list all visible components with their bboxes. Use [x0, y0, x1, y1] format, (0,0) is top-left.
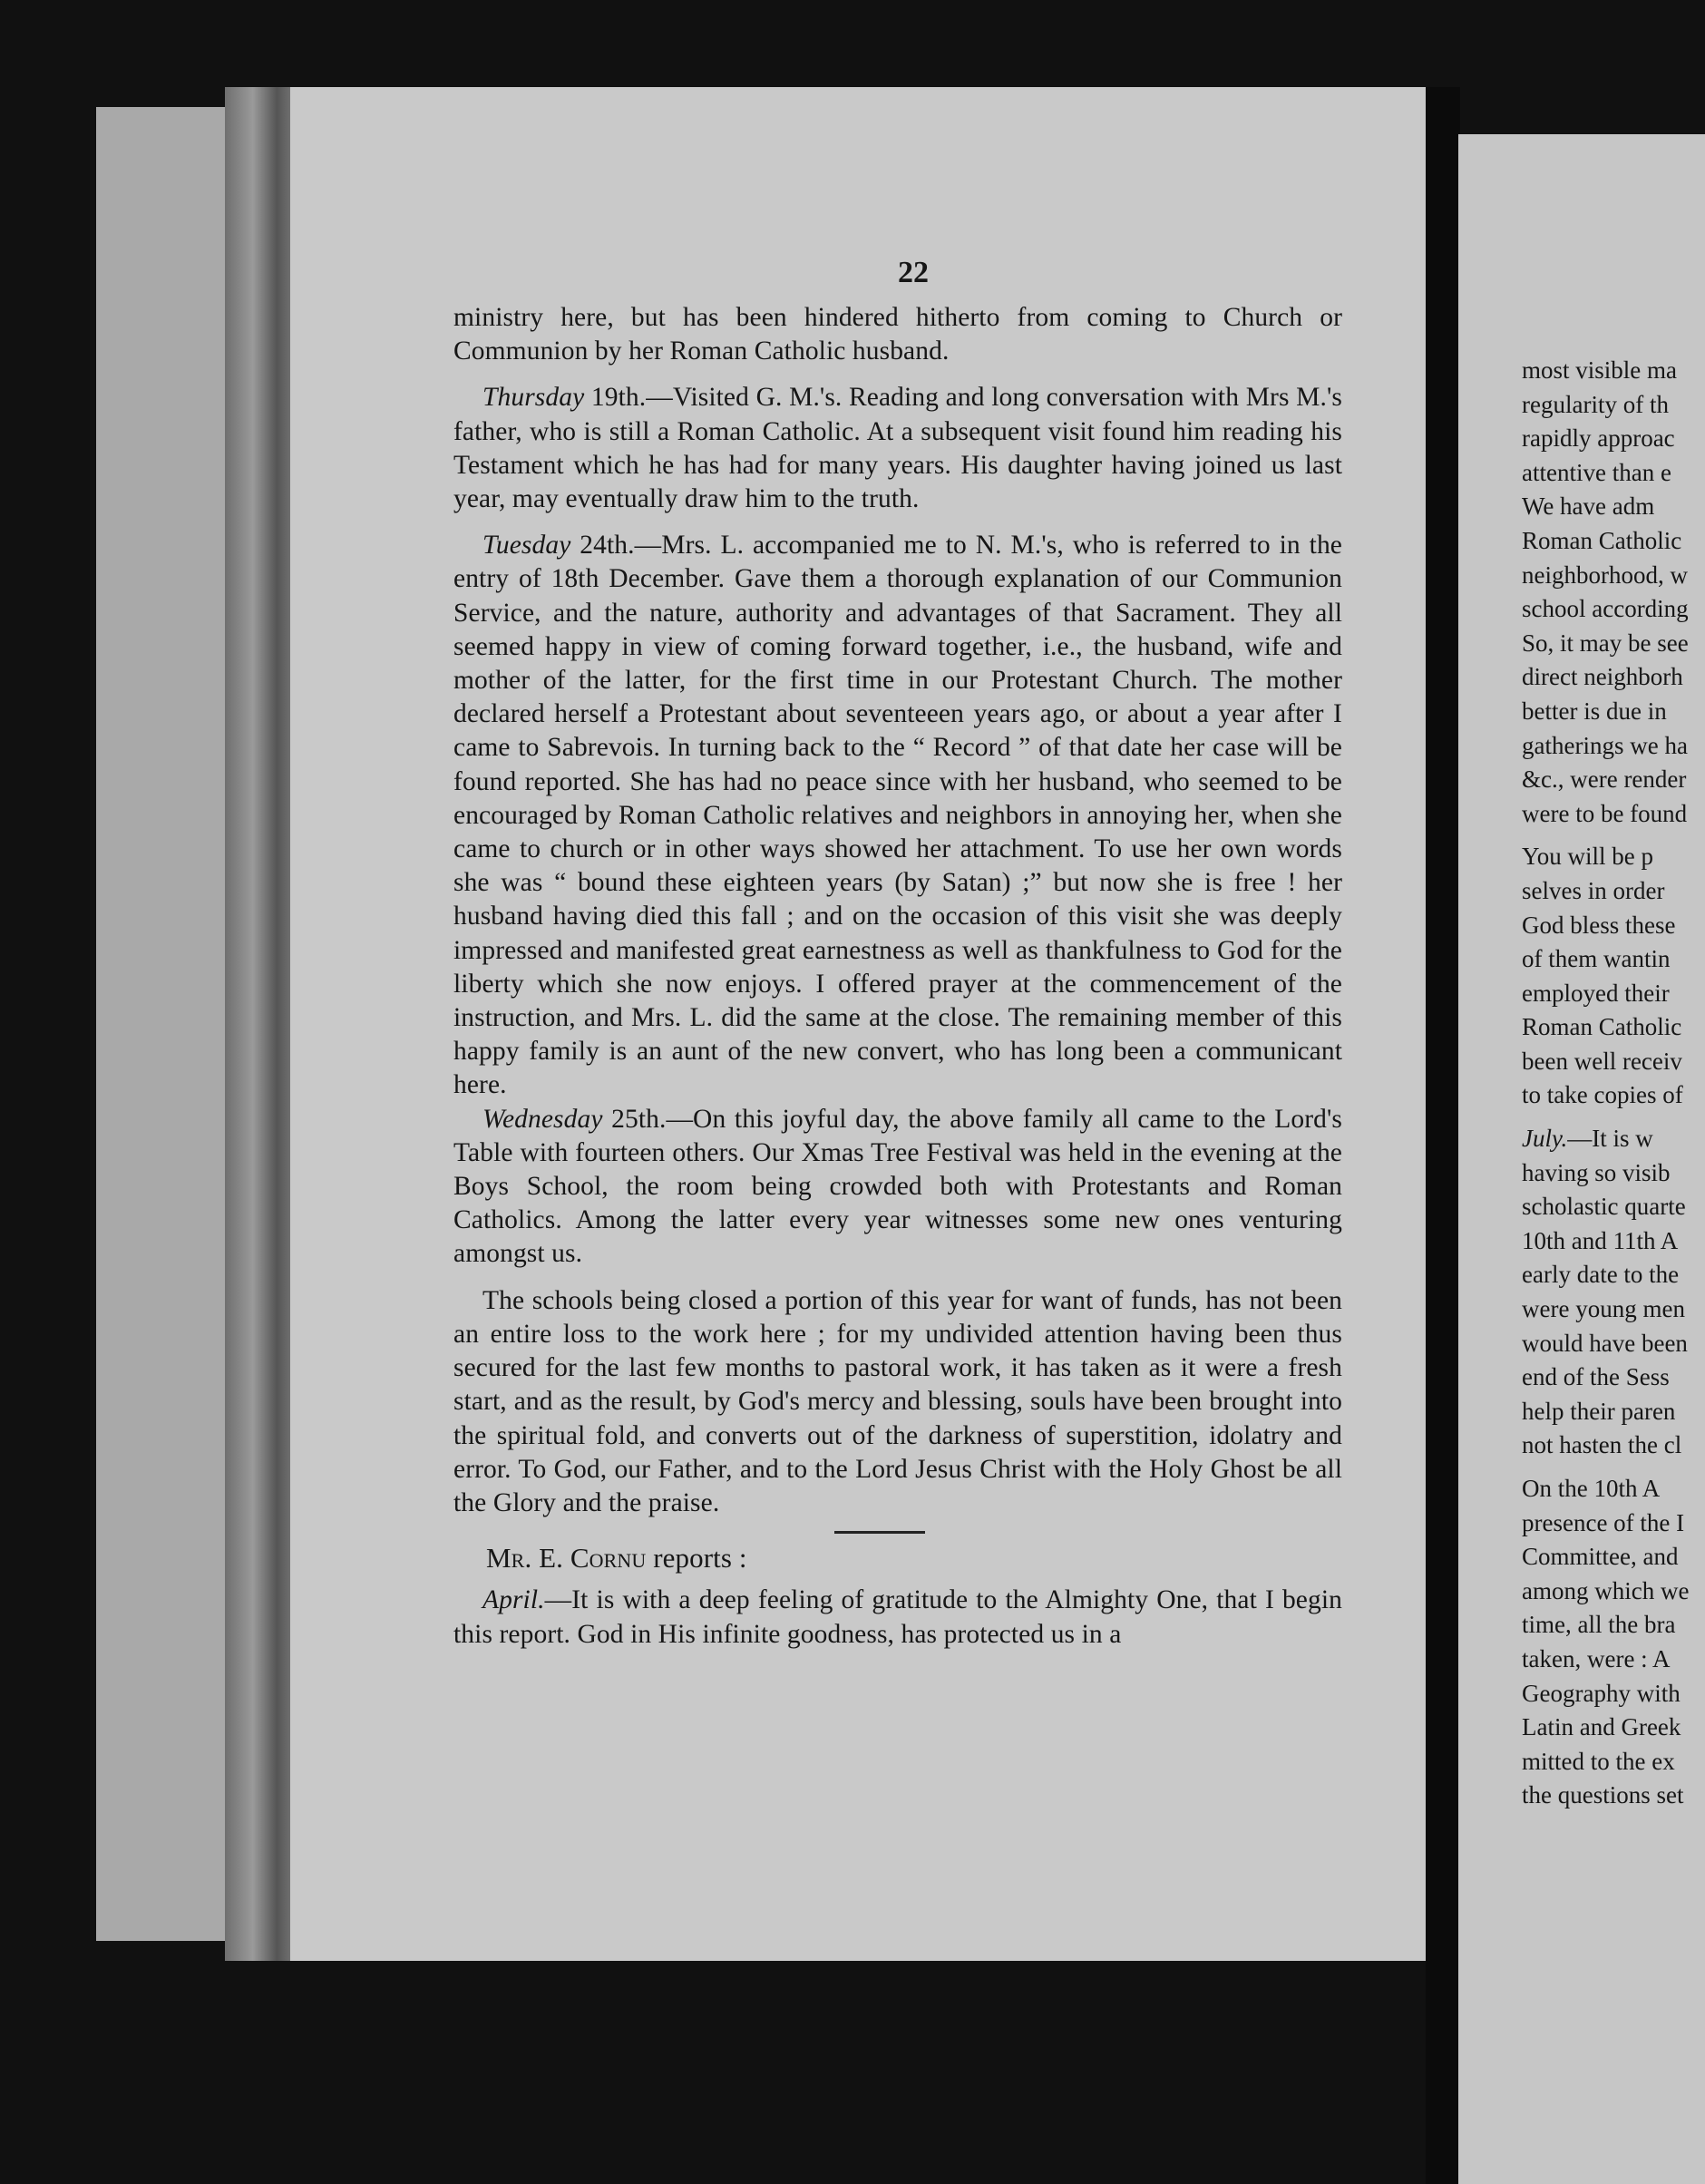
heading-prefix: Mr. E. [486, 1542, 570, 1575]
main-text-column [453, 301, 1342, 1652]
right-block-c [1522, 1156, 1705, 1463]
paragraph-ministry: ministry here, but has been hindered hitherto from coming to Church or Communion by her Roman Catholic husband. [453, 303, 1342, 366]
paragraph-schools: The schools being closed a portion of this year for want of funds, has not been an entire loss to the work here ; for my undivided attention having been thus secured for the last few months to pastoral work, it has taken as it were a fresh start, and as the result, by God's mercy and blessing, souls have been brought into the spiritual fold, and converts out of the darkness of superstition, idolatry and error. To God, our Father, and to the Lord Jesus Christ with the Holy Ghost be all the Glory and the praise. [453, 1285, 1342, 1517]
date-april: April. [482, 1585, 545, 1615]
right-line: help their paren [1522, 1397, 1676, 1425]
section-heading [486, 1541, 1342, 1575]
right-line: school according [1522, 595, 1689, 623]
right-line: selves in order [1522, 876, 1665, 904]
right-line: scholastic quarte [1522, 1193, 1686, 1221]
date-thursday: Thursday [482, 383, 585, 413]
right-line: attentive than e [1522, 458, 1671, 486]
right-line: direct neighborh [1522, 663, 1683, 691]
date-wednesday: Wednesday [482, 1104, 603, 1134]
right-line: God bless these [1522, 911, 1676, 939]
paragraph-tuesday [453, 529, 1342, 1102]
right-line: 10th and 11th A [1522, 1226, 1679, 1254]
right-line: were to be found [1522, 799, 1688, 827]
right-line: On the 10th A [1522, 1475, 1661, 1502]
right-line: better is due in [1522, 697, 1667, 725]
previous-page-stack [96, 107, 232, 1941]
entry-tuesday-text: 24th.—Mrs. L. accompanied me to N. M.'s, who is referred to in the entry of 18th December. Gave them a thorough explanation of our Communion Service, and the nature, authority and advantages of that Sacrament. They all seemed happy in view of coming forward together, i.e., the husband, wife and mother of the latter, for the first time in our Protestant Church. The mother declared herself a Protestant about seventeeen years ago, or about a year after I came to Sabrevois. In turning back to the “ Record ” of that date her case will be found reported. She has had no peace since with her husband, who seemed to be encouraged by Roman Catholic relatives and neighbors in annoying her, when she came to church or in other ways showed her attachment. To use her own words she was “ bound these eighteen years (by Satan) ;” but now she is free ! her husband having died this fall ; and on the occasion of this visit she was deeply impressed and manifested great earnestness as well as thankfulness to God for the liberty which she now enjoys. I offered prayer at the commencement of the instruction, and Mrs. L. did the same at the close. The remaining member of this happy family is an aunt of the new convert, who has long been a communicant here. [453, 531, 1342, 1100]
right-block-d [1522, 1472, 1705, 1813]
right-line: employed their [1522, 979, 1670, 1007]
entry-april-text: —It is with a deep feeling of gratitude to the Almighty One, that I begin this report. God in His infinite goodness, has protected us in a [453, 1585, 1342, 1649]
right-line-july [1522, 1122, 1705, 1156]
right-line: You will be p [1522, 843, 1654, 871]
section-divider [834, 1531, 925, 1534]
entry-thursday-text: 19th.—Visited G. M.'s. Reading and long conversation with Mrs M.'s father, who is still a Roman Catholic. At a subsequent visit found him reading his Testament which he has had for many years. His daughter having joined us last year, may eventually draw him to the truth. [453, 383, 1342, 514]
paragraph-wednesday [453, 1103, 1342, 1272]
right-line: not hasten the cl [1522, 1431, 1682, 1459]
right-line: end of the Sess [1522, 1363, 1670, 1391]
right-block-b [1522, 840, 1705, 1113]
right-line: mitted to the ex [1522, 1747, 1675, 1775]
right-line: neighborhood, w [1522, 561, 1688, 589]
right-line: taken, were : A [1522, 1644, 1671, 1672]
right-line: to take copies of [1522, 1081, 1683, 1109]
page-number: 22 [898, 256, 929, 289]
heading-suffix: reports : [646, 1542, 747, 1575]
right-line: the questions set [1522, 1781, 1684, 1809]
right-line: We have adm [1522, 492, 1655, 521]
paragraph-april [453, 1584, 1342, 1651]
paragraph-thursday [453, 381, 1342, 516]
right-date-july: July. [1522, 1125, 1568, 1153]
right-line: presence of the I [1522, 1508, 1685, 1536]
right-line: of them wantin [1522, 945, 1671, 973]
right-line: been well receiv [1522, 1047, 1682, 1075]
right-line: Roman Catholic [1522, 1013, 1682, 1041]
right-line: Geography with [1522, 1679, 1681, 1707]
right-line: regularity of th [1522, 390, 1669, 418]
right-line: most visible ma [1522, 356, 1677, 384]
right-page-text-column [1522, 354, 1705, 1813]
heading-name: Cornu [570, 1542, 647, 1575]
right-line: Committee, and [1522, 1543, 1679, 1571]
right-line: &c., were render [1522, 765, 1687, 794]
right-line: were young men [1522, 1295, 1685, 1323]
right-july-rest: —It is w [1567, 1125, 1653, 1153]
right-line: early date to the [1522, 1261, 1680, 1289]
right-block-a [1522, 354, 1705, 831]
right-line: So, it may be see [1522, 629, 1689, 657]
right-line: would have been [1522, 1329, 1688, 1357]
right-line: having so visib [1522, 1158, 1671, 1186]
right-line: time, all the bra [1522, 1611, 1676, 1639]
right-line: among which we [1522, 1576, 1690, 1604]
entry-wednesday-text: 25th.—On this joyful day, the above family all came to the Lord's Table with fourteen others. Our Xmas Tree Festival was held in the evening at the Boys School, the room being crowded both with Protestants and Roman Catholics. Among the latter every year witnesses some new ones venturing amongst us. [453, 1104, 1342, 1269]
date-tuesday: Tuesday [482, 531, 571, 561]
right-line: gatherings we ha [1522, 731, 1688, 759]
book-gutter [1426, 87, 1460, 2184]
right-line: Latin and Greek [1522, 1713, 1681, 1741]
right-line: rapidly approac [1522, 424, 1675, 453]
right-line: Roman Catholic [1522, 526, 1682, 554]
